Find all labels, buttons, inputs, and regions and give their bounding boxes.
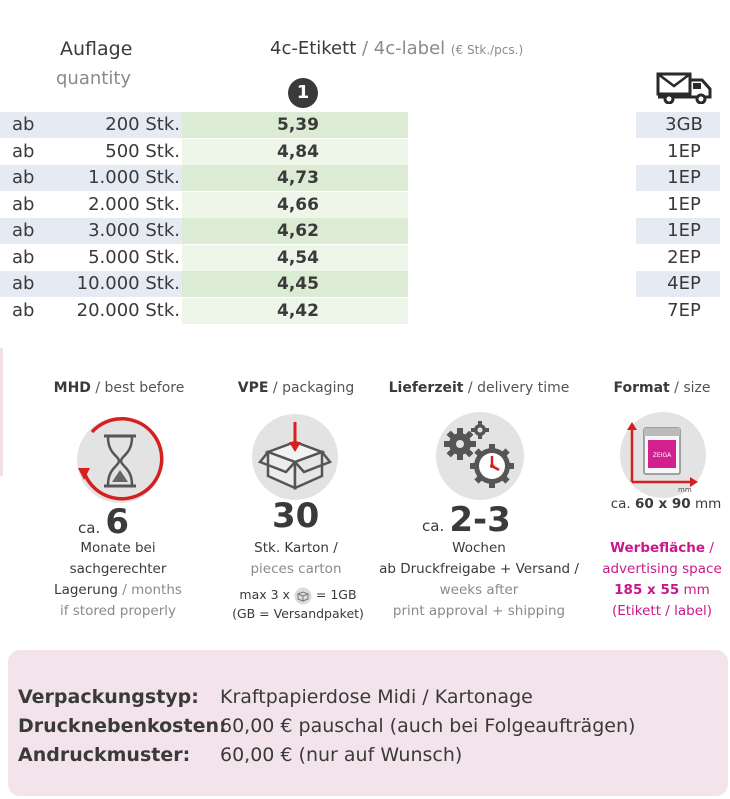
vpe-title-en: packaging bbox=[282, 380, 355, 396]
row-price: 4,45 bbox=[277, 274, 319, 294]
lieferzeit-line2-sep: / bbox=[570, 561, 579, 577]
row-price: 4,66 bbox=[277, 194, 319, 215]
row-shipping: 1EP bbox=[667, 193, 701, 215]
box-icon bbox=[250, 412, 340, 502]
label-heading-en: 4c-label bbox=[373, 38, 446, 59]
label-heading bbox=[270, 38, 523, 59]
format-title-en: size bbox=[683, 380, 711, 396]
mhd-line1: Monate bei bbox=[80, 540, 156, 556]
mhd-line3-en: months bbox=[131, 582, 182, 598]
format-title bbox=[600, 380, 724, 396]
lieferzeit-title-sep: / bbox=[463, 380, 478, 396]
row-quantity: 200 Stk. bbox=[105, 114, 180, 135]
vpe-title-de: VPE bbox=[237, 380, 269, 396]
row-price: 4,73 bbox=[277, 168, 319, 188]
details-box bbox=[8, 650, 728, 796]
row-shipping: 3GB bbox=[665, 114, 703, 135]
row-prefix: ab bbox=[12, 299, 35, 321]
detail-label: Andruckmuster: bbox=[18, 744, 191, 766]
mhd-title bbox=[50, 380, 188, 396]
vpe-description bbox=[208, 538, 384, 580]
number-badge: 1 bbox=[288, 78, 318, 108]
row-quantity: 3.000 Stk. bbox=[88, 220, 180, 241]
mhd-line3-sep: / bbox=[117, 582, 132, 598]
mhd-title-sep: / bbox=[90, 380, 105, 396]
format-size-value: 60 x 90 bbox=[635, 496, 691, 512]
row-shipping: 1EP bbox=[667, 167, 701, 188]
format-title-de: Format bbox=[613, 380, 670, 396]
row-price: 4,54 bbox=[277, 247, 319, 268]
row-quantity: 10.000 Stk. bbox=[76, 273, 180, 294]
table-row bbox=[0, 271, 730, 297]
format-size bbox=[604, 496, 728, 512]
row-prefix: ab bbox=[12, 273, 35, 294]
vpe-title bbox=[228, 380, 364, 396]
detail-value: 60,00 € pauschal (auch bei Folgeaufträgen) bbox=[220, 715, 636, 737]
label-heading-unit: (€ Stk./pcs.) bbox=[450, 43, 524, 57]
format-area-unit: mm bbox=[683, 582, 710, 598]
vpe-note-post: = 1GB bbox=[315, 587, 357, 602]
vpe-note-pre: max 3 x bbox=[239, 587, 290, 602]
table-row bbox=[0, 245, 730, 271]
row-shipping: 7EP bbox=[667, 299, 701, 321]
row-quantity: 5.000 Stk. bbox=[88, 246, 180, 268]
mhd-title-en: best before bbox=[104, 380, 185, 396]
table-row bbox=[0, 218, 730, 244]
lieferzeit-line2: ab Druckfreigabe + Versand bbox=[379, 561, 571, 577]
vpe-line1-sep: / bbox=[328, 540, 338, 556]
gears-clock-icon bbox=[434, 410, 526, 502]
row-price: 4,42 bbox=[277, 300, 319, 321]
label-format-icon-text: ZEIGA bbox=[652, 452, 672, 459]
row-price: 5,39 bbox=[277, 115, 319, 135]
label-heading-de: 4c-Etikett bbox=[270, 38, 357, 59]
row-prefix: ab bbox=[12, 140, 35, 162]
vpe-title-sep: / bbox=[268, 380, 283, 396]
row-quantity: 2.000 Stk. bbox=[88, 193, 180, 215]
mhd-line4: if stored properly bbox=[59, 603, 177, 619]
quantity-heading-en: quantity bbox=[56, 68, 132, 89]
row-shipping: 2EP bbox=[667, 246, 701, 268]
mhd-number: 6 bbox=[105, 502, 129, 542]
vpe-note-line2: (GB = Versandpaket) bbox=[232, 605, 364, 621]
row-prefix: ab bbox=[12, 193, 35, 215]
mhd-description bbox=[30, 538, 206, 622]
vpe-line1: Stk. Karton bbox=[254, 540, 329, 556]
quantity-heading: Auflage bbox=[60, 38, 133, 60]
table-row bbox=[0, 165, 730, 191]
format-area-size: 185 x 55 bbox=[614, 582, 680, 598]
detail-label: Drucknebenkosten: bbox=[18, 715, 227, 737]
row-quantity: 1.000 Stk. bbox=[88, 167, 180, 188]
detail-label: Verpackungstyp: bbox=[18, 686, 199, 708]
label-format-icon bbox=[618, 410, 708, 500]
format-size-unit: mm bbox=[694, 496, 722, 512]
lieferzeit-ca: ca. bbox=[422, 517, 445, 535]
row-price: 4,62 bbox=[277, 221, 319, 241]
vpe-number: 30 bbox=[272, 496, 320, 536]
package-icon bbox=[294, 587, 312, 605]
mhd-title-de: MHD bbox=[53, 380, 91, 396]
mhd-line3-de: Lagerung bbox=[54, 582, 118, 598]
row-prefix: ab bbox=[12, 246, 35, 268]
table-row bbox=[0, 139, 730, 165]
format-description bbox=[594, 538, 730, 622]
row-shipping: 1EP bbox=[667, 140, 701, 162]
vpe-note bbox=[218, 586, 378, 622]
lieferzeit-title-de: Lieferzeit bbox=[388, 380, 464, 396]
row-quantity: 500 Stk. bbox=[105, 140, 180, 162]
lieferzeit-value bbox=[422, 500, 511, 540]
accent-bar bbox=[0, 348, 3, 476]
format-area-sep: / bbox=[705, 540, 714, 556]
table-row bbox=[0, 112, 730, 138]
detail-value: 60,00 € (nur auf Wunsch) bbox=[220, 744, 463, 766]
mhd-line2: sachgerechter bbox=[69, 561, 167, 577]
mhd-ca: ca. bbox=[78, 519, 101, 537]
format-area-en: advertising space bbox=[602, 561, 722, 577]
mhd-value bbox=[78, 502, 129, 542]
label-heading-sep: / bbox=[361, 38, 369, 59]
lieferzeit-line3: weeks after bbox=[439, 582, 519, 598]
mhd-line3 bbox=[30, 580, 206, 601]
detail-value: Kraftpapierdose Midi / Kartonage bbox=[220, 686, 533, 708]
format-title-sep: / bbox=[669, 380, 684, 396]
format-area-de: Werbefläche bbox=[610, 540, 706, 556]
format-area-note: (Etikett / label) bbox=[611, 603, 713, 619]
lieferzeit-number: 2-3 bbox=[449, 500, 511, 540]
row-price: 4,84 bbox=[277, 141, 319, 162]
label-format-mm: mm bbox=[678, 486, 692, 494]
lieferzeit-line1: Wochen bbox=[452, 540, 506, 556]
vpe-line2: pieces carton bbox=[250, 561, 342, 577]
lieferzeit-line4: print approval + shipping bbox=[392, 603, 566, 619]
row-quantity: 20.000 Stk. bbox=[76, 299, 180, 321]
row-shipping: 1EP bbox=[667, 220, 701, 241]
row-prefix: ab bbox=[12, 114, 35, 135]
format-ca: ca. bbox=[610, 496, 631, 512]
truck-icon bbox=[656, 72, 712, 104]
row-shipping: 4EP bbox=[667, 273, 701, 294]
table-row bbox=[0, 192, 730, 218]
hourglass-icon bbox=[72, 412, 168, 508]
lieferzeit-title-en: delivery time bbox=[477, 380, 570, 396]
row-prefix: ab bbox=[12, 167, 35, 188]
lieferzeit-title bbox=[386, 380, 572, 396]
table-row bbox=[0, 298, 730, 324]
lieferzeit-description bbox=[364, 538, 594, 622]
row-prefix: ab bbox=[12, 220, 35, 241]
